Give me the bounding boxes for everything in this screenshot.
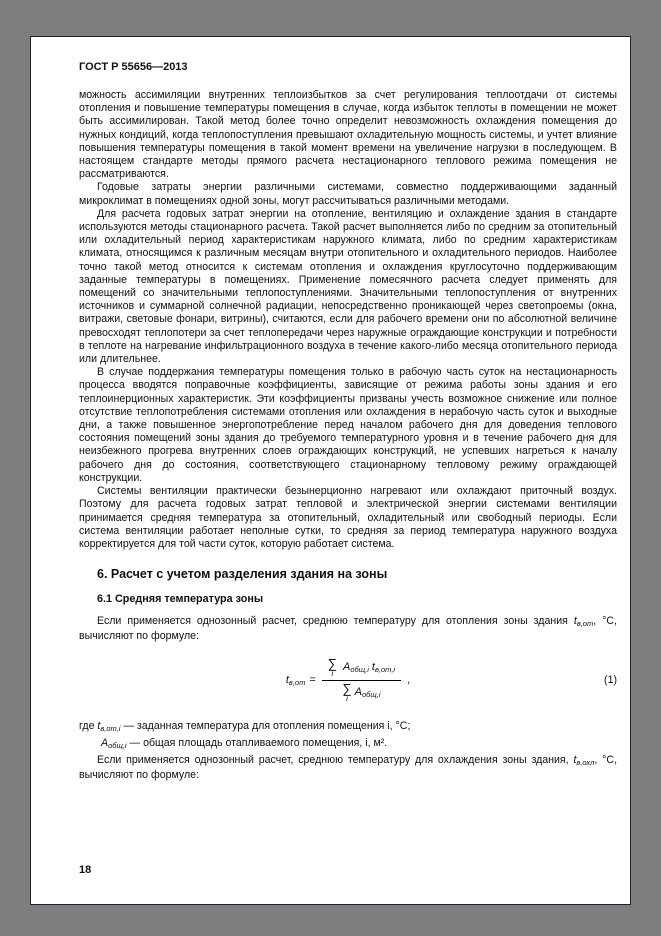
where-var-1: t — [97, 719, 101, 732]
page-content — [31, 37, 630, 782]
subsection-heading: 6.1 Средняя температура зоны — [97, 593, 264, 606]
where-var-2-sub: общ,i — [108, 741, 127, 751]
lhs-var-sub: в,от — [288, 677, 306, 687]
denominator-a-sub: общ,i — [361, 690, 381, 700]
cooling-var-sub: в,охл — [576, 757, 595, 767]
heating-intro-part2: , °С, вычисляют по формуле: — [79, 615, 617, 643]
fraction-denominator — [322, 681, 401, 703]
fraction-numerator — [322, 655, 401, 681]
equation-lhs — [286, 674, 305, 687]
fraction — [322, 655, 401, 703]
sum-index: i — [331, 668, 334, 678]
where-definitions — [79, 719, 617, 754]
paragraph: Годовые затраты энергии различными системами, совместно поддерживающими заданный микроклимат в помещениях одной зоны, могут рассчитываться различными методами. — [79, 181, 617, 207]
paragraph: Системы вентиляции практически безынерционно нагревают или охлаждают приточный воздух. Поэтому для расчета годовых затрат тепловой и электрической энергии системами вентиляции принимается средняя температура за отопительный, охладительный или свободный периоды. Если система вентиляции работает неполные сутки, то средняя за период температура наружного воздуха корректируется для той части суток, которую работает система. — [79, 485, 617, 550]
numerator-a-sub: общ,i — [350, 665, 369, 675]
equation-1 — [79, 655, 617, 703]
where-line-2 — [79, 736, 617, 754]
equals-sign: = — [309, 674, 316, 687]
numerator-a-base: A — [343, 661, 351, 674]
page-number: 18 — [79, 864, 92, 876]
denominator-term-a — [355, 686, 381, 699]
paragraph: можность ассимиляции внутренних теплоизбытков за счет регулирования теплоотдачи от системы отопления и повышение температуры помещения в случае, когда избыток теплоты в помещении не может быть ассимилирован. Такой метод более точно определит невозможность охлаждения помещения до нужных кондиций, когда теплопоступления превышают охладительную мощность системы, и учтет влияние повышения температуры помещения в такой момент времени на увеличение нагрузки в последующем. В настоящем стандарте методы прямого расчета нестационарного теплового режима помещения не рассматриваются. — [79, 89, 617, 181]
numerator-term-a — [343, 661, 369, 674]
numerator-t-base: t — [371, 661, 375, 674]
equation-number: (1) — [604, 674, 617, 687]
paragraph: В случае поддержания температуры помещения только в рабочую часть суток на нестационарность процесса вводятся поправочные коэффициенты, зависящие от режима работы зоны здания и его теплоинерционных характеристик. Эти коэффициенты призваны учесть возможное снижение или полное отсутствие теплопотребления системами отопления или охлаждения в нерабочую часть суток и выходные дни, а также повышенное энергопотребление перед началом рабочего дня для доведения теплового состояния помещений зоны здания до требуемого температурного уровня и в течение рабочего дня для неизбежного прогрева внутренних слоев ограждающих конструкций, не успевших нагреться к началу рабочего дня до состояния, соответствующего стационарному тепловому режиму ограждающей конструкции. — [79, 366, 617, 484]
where-text-2: — общая площадь отапливаемого помещения, i, м². — [126, 737, 388, 750]
where-text-1: — заданная температура для отопления помещения i, °С; — [120, 719, 411, 732]
section-heading: 6. Расчет с учетом разделения здания на зоны — [97, 567, 388, 582]
where-var-1-sub: в,от,i — [100, 723, 121, 733]
where-line-1 — [79, 719, 617, 737]
lhs-var: t — [285, 673, 289, 686]
paragraph-cooling-intro — [79, 754, 617, 782]
cooling-intro-part1: Если применяется однозонный расчет, среднюю температуру для охлаждения зоны здания, — [97, 753, 574, 766]
paragraph: Для расчета годовых затрат энергии на отопление, вентиляцию и охлаждение здания в стандарте используются методы стационарного расчета. Такой расчет выполняется либо по средним за отопительный или охладительный период характеристикам наружного климата, либо по средним характеристикам климата, относящимся к различным месяцам внутри отопительного и охладительного периодов. Наиболее точно такой метод относится к системам отопления и охлаждения круглосуточно поддерживающим заданные температуры в помещениях. Применение помесячного расчета следует применять для помещений со значительными теплопоступлениями. Значительными теплопоступления от внутренних источников и суммарной солнечной радиации, непосредственно проникающей через светопроемы (окна, витражи, световые фонари, витрины), считаются, если для рабочего времени они по абсолютной величине превосходят теплопотери за счет теплопередачи через наружные ограждающие конструкции и потребности в теплоте на нагревание инфильтрационного воздуха в течение какого-либо месяца отопительного периода или длительнее. — [79, 207, 617, 366]
cooling-intro-part2: , °С, вычисляют по формуле: — [79, 753, 618, 781]
equation-body — [113, 655, 583, 703]
heating-var: t — [573, 615, 577, 628]
heating-var-sub: в,от — [576, 619, 594, 629]
where-intro: где — [79, 719, 98, 732]
paragraph-heating-intro — [79, 615, 617, 643]
sigma-icon: ∑ — [327, 655, 338, 671]
document-page — [30, 36, 631, 905]
denominator-a-base: A — [354, 686, 362, 699]
sigma-icon: ∑ — [342, 680, 352, 696]
where-var-2: A — [101, 737, 109, 750]
sum-operator — [342, 680, 352, 703]
numerator-term-t — [372, 661, 395, 674]
sum-operator — [327, 655, 338, 678]
cooling-var: t — [573, 753, 577, 766]
heating-intro-part1: Если применяется однозонный расчет, среднюю температуру для отопления зоны здания — [97, 615, 574, 628]
numerator-t-sub: в,от,i — [374, 665, 396, 675]
document-header: ГОСТ Р 55656—2013 — [79, 61, 188, 73]
trailing-comma: , — [407, 674, 411, 687]
sum-index: i — [346, 693, 348, 703]
